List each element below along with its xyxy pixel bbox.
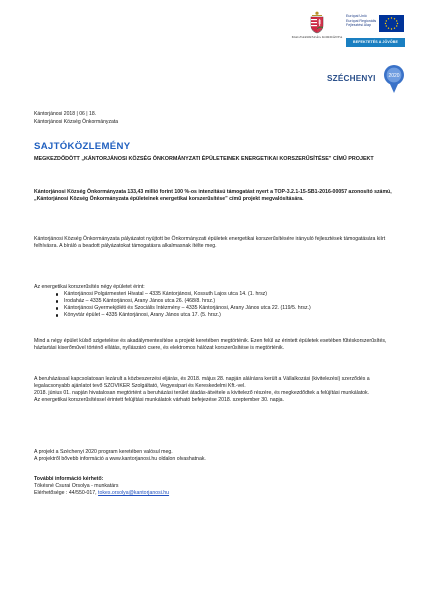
lead-paragraph: Kántorjánosi Község Önkormányzata 133,43 millió forint 100 %-os intenzitású támogatást nyert a TOP-3.2.1-15-SB1-2016-00057 azonosító számú, „Kántorjánosi Község Önkormányzata épületeinek energetikai korszerűsítése” című projekt megvalósítására.	[34, 189, 392, 202]
bullet-icon	[56, 307, 58, 309]
list-item: Irodaház – 4335 Kántorjánosi, Arany János utca 26. (468/8. hrsz.)	[34, 298, 392, 305]
list-item: Kántorjánosi Polgármesteri Hivatal – 4335 Kántorjánosi, Kossuth Lajos utca 14. (1. hrsz)	[34, 291, 392, 298]
handover-paragraph: 2018. június 01. napján hivatalosan megtörtént a beruházási terület átadás-átvétele a kivitelező részére, és megkezdődtek a felújítási munkálatok.	[34, 390, 370, 396]
government-logo	[289, 10, 345, 39]
list-item: Kántorjánosi Gyermekjóléti és Szociális Intézmény – 4335 Kántorjánosi, Arany János utca 22. (119/5. hrsz.)	[34, 305, 392, 312]
list-intro: Az energetikai korszerűsítés négy épületet érint:	[34, 284, 145, 290]
website-paragraph: A projektről bővebb információ a www.kantorjanosi.hu oldalon olvashatnak.	[34, 456, 206, 462]
eu-fund-text: Európai Unió Európai Regionális Fejlesztési Alap	[346, 14, 377, 28]
buildings-section	[34, 284, 392, 319]
contact-line	[34, 490, 392, 497]
bullet-icon	[56, 314, 58, 316]
procurement-paragraph: A beruházással kapcsolatosan lezárult a közbeszerzési eljárás, és 2018. május 28. napján aláírásra került a Vállalkozási (kivitelezési) szerződés a legalacsonyabb ajánlatot tevő SZOVIKER Szolgáltató, Vegyesipari és Kereskedelmi Kft.-vel.	[34, 376, 370, 389]
contact-email-link[interactable]: tokes.orsolya@kantorjanosi.hu	[98, 490, 170, 496]
contact-name: Tökésné Csurai Orsolya - munkatárs	[34, 483, 119, 489]
program-section	[34, 449, 392, 463]
works-paragraph: Mind a négy épület külső szigetelése és akadálymentesítése a projekt keretében megtörténik. Ezen felül az érintett épületek esetében fűtéskorszerűsítés, háztartási kiserőművel történő ellátás, nyílászáró csere, és elektromos hálózat korszerűsítése is megtörténik.	[34, 338, 387, 351]
government-caption: MAGYARORSZÁG KORMÁNYA	[291, 35, 343, 39]
program-paragraph: A projekt a Széchenyi 2020 program keretében valósul meg.	[34, 449, 173, 455]
buildings-list	[34, 291, 392, 319]
issuer-line: Kántorjánosi Község Önkormányzata	[34, 119, 119, 125]
eu-flag-icon	[379, 15, 404, 32]
szechenyi-year: 2020	[388, 72, 400, 79]
contact-section	[34, 476, 392, 497]
szechenyi-pin-icon	[383, 64, 405, 94]
bullet-icon	[56, 293, 58, 295]
contact-phone: Elérhetősége : 44/550-017,	[34, 490, 97, 496]
bullet-icon	[56, 300, 58, 302]
page-title: SAJTÓKÖZLEMÉNY	[34, 141, 131, 152]
eu-banner: BEFEKTETÉS A JÖVŐBE	[346, 38, 405, 47]
completion-paragraph: Az energetikai korszerűsítéssel érintett felújítási munkálatok várható befejezése 2018. szeptember 30. napja.	[34, 397, 285, 403]
contact-heading: További információ kérhető:	[34, 476, 104, 482]
coat-of-arms-icon	[308, 10, 326, 34]
intro-paragraph: Kántorjánosi Község Önkormányzata pályázatot nyújtott be Önkormányzati épületek energetikai korszerűsítésére irányuló fejlesztések támogatására kiírt felhívásra. A bíráló a beadott pályázatokat támogatásra alkalmasnak ítélte meg.	[34, 236, 386, 249]
szechenyi-logo	[327, 64, 407, 102]
date-line: Kántorjánosi 2018 | 06 | 18.	[34, 111, 97, 117]
szechenyi-label: SZÉCHENYI	[327, 74, 376, 83]
page-subtitle: MEGKEZDŐDÖTT „KÁNTORJÁNOSI KÖZSÉG ÖNKORMÁNYZATI ÉPÜLETEINEK ENERGETIKAI KORSZERŰSÍTÉSE” CÍMŰ PROJEKT	[34, 156, 374, 162]
procurement-section	[34, 376, 392, 404]
list-item: Könyvtár épület – 4335 Kántorjánosi, Arany János utca 17. (5. hrsz.)	[34, 312, 392, 319]
